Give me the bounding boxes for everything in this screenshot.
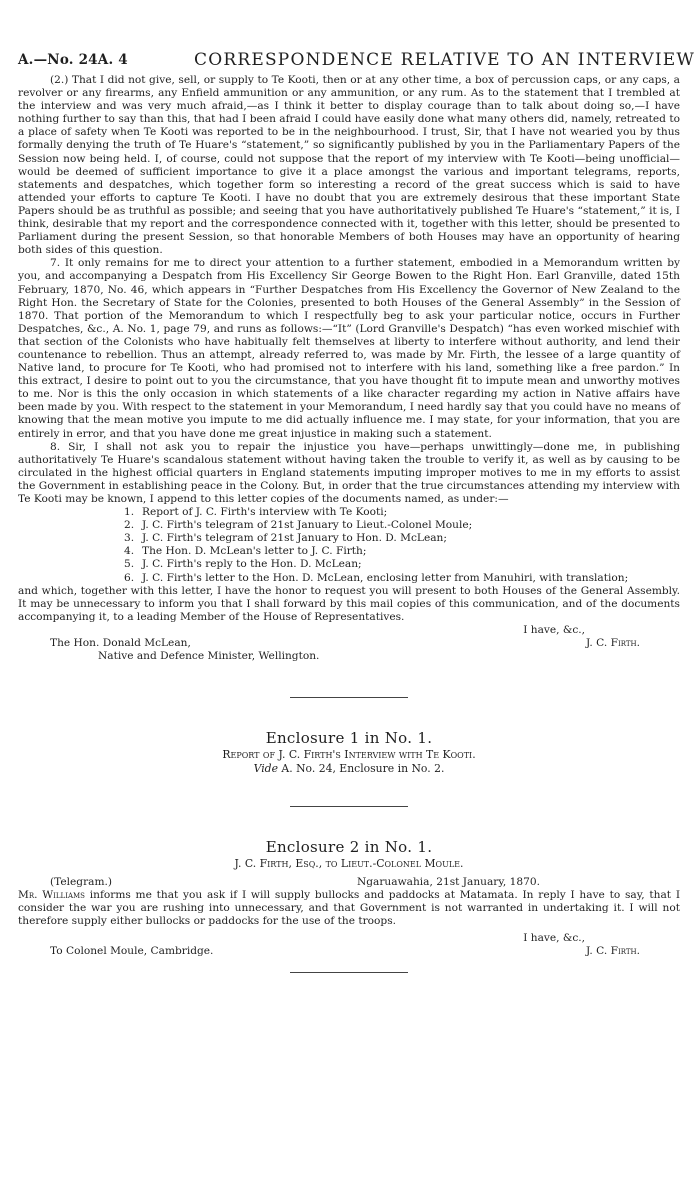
divider-rule — [290, 972, 408, 973]
sign-off: I have, &c., — [523, 932, 585, 945]
paragraph-7: 7. It only remains for me to direct your attention to a further statement, embodied in a Memorandum written by you, and accompanying a Despatch from His Excellency Sir George Bowen to the Right Hon. Earl Granville, dated 15th February, 1870, No. 46, which appears in “Further Despatches from His Excellency the Governor of New Zealand to the Right Hon. the Secretary of State for the Colonies, presented to both Houses of the General Assembly” in the Session of 1870. That portion of the Memorandum to which I respectfully beg to ask your particular notice, occurs in Further Despatches, &c., A. No. 1, page 79, and runs as follows:—“It” (Lord Granville's Despatch) “has even worked mischief with that section of the Colonists who have habitually felt themselves at liberty to interfere without authority, and lend their countenance to rebellion. Thus an attempt, already referred to, was made by Mr. Firth, the lessee of a large quantity of Native land, to procure for Te Kooti, who had promised not to interfere with his land, something like a free pardon.” In this extract, I desire to point out to you the circumstance, that you have thought fit to impute mean and unworthy motives to me. Nor is this the only occasion in which statements of a like character regarding my action in Native affairs have been made by you. With respect to the statement in your Memorandum, I need hardly say that you could have no means of knowing that the mean motive you impute to me did actually influence me. I may state, for your information, that you are entirely in error, and that you have done me great injustice in making such a statement. — [18, 257, 680, 440]
sign-off: I have, &c., — [523, 623, 585, 636]
list-item: 1. Report of J. C. Firth's interview with Te Kooti; — [124, 506, 388, 519]
list-item: 5. J. C. Firth's reply to the Hon. D. McLean; — [124, 558, 362, 571]
telegram-label: (Telegram.) — [50, 875, 113, 888]
enclosure-1-title: Enclosure 1 in No. 1. — [265, 729, 433, 748]
signature: J. C. Firth. — [585, 637, 640, 650]
enclosure-2-subtitle: J. C. Firth, Esq., to Lieut.-Colonel Moule. — [234, 856, 464, 870]
signature: J. C. Firth. — [585, 945, 640, 958]
enclosure-1-subtitle: Report of J. C. Firth's Interview with Te Kooti. — [222, 748, 476, 762]
place-date: Ngaruawahia, 21st January, 1870. — [357, 875, 540, 888]
paragraph-8: 8. Sir, I shall not ask you to repair the injustice you have—perhaps unwittingly—done me, in publishing authoritatively Te Huare's scandalous statement without having taken the trouble to verify it, as well as by causing to be circulated in the highest official quarters in England statements imputing improper motives to me in my efforts to assist the Government in establishing peace in the Colony. But, in order that the true circumstances attending my interview with Te Kooti may be known, I append to this letter copies of the documents named, as under:— — [18, 440, 680, 505]
divider-rule — [290, 806, 408, 807]
enclosure-2-title: Enclosure 2 in No. 1. — [265, 837, 433, 856]
running-title: CORRESPONDENCE RELATIVE TO AN INTERVIEW — [194, 50, 696, 70]
telegram-header-row — [18, 876, 680, 889]
addressee: The Hon. Donald McLean, — [50, 637, 191, 650]
appended-documents-list — [18, 506, 680, 585]
list-item: 4. The Hon. D. McLean's letter to J. C. Firth; — [124, 545, 367, 558]
divider-rule — [290, 697, 408, 698]
document-reference: A.—No. 24A. 4 — [18, 52, 128, 68]
addressee-role: Native and Defence Minister, Wellington. — [98, 650, 320, 663]
addressee-signature-row — [18, 945, 680, 958]
closing-paragraph: and which, together with this letter, I have the honor to request you will present to both Houses of the General Assembly. It may be unnecessary to inform you that I shall forward by this mail copies of this communication, and of the documents accompanying it, to a leading Member of the House of Representatives. — [18, 584, 680, 623]
list-item: 6. J. C. Firth's letter to the Hon. D. McLean, enclosing letter from Manuhiri, with translation; — [124, 571, 629, 584]
paragraph-2: (2.) That I did not give, sell, or supply to Te Kooti, then or at any other time, a box of percussion caps, or any caps, a revolver or any firearms, any Enfield ammunition or any ammunition, or any rum. As to the statement that I trembled at the interview and was very much afraid,—as I think it better to display courage than to talk about doing so,—I have nothing further to say than this, that had I been afraid I could have easily done what many others did, namely, retreated to a place of safety when Te Kooti was reported to be in the neighbourhood. I trust, Sir, that I have not wearied you by thus formally denying the truth of Te Huare's “statement,” so significantly published by you in the Parliamentary Papers of the Session now being held. I, of course, could not suppose that the report of my interview with Te Kooti—being unofficial—would be deemed of sufficient importance to give it a place amongst the various and important telegrams, reports, statements and despatches, which together form so interesting a record of the great success which is said to have attended your efforts to capture Te Kooti. I have no doubt that you are extremely desirous that these important State Papers should be as truthful as possible; and seeing that you have authoritatively published Te Huare's “statement,” it is, I think, desirable that my report and the correspondence connected with it, together with this letter, should be presented to Parliament during the present Session, so that honorable Members of both Houses may have an opportunity of hearing both sides of this question. — [18, 74, 680, 257]
list-item: 3. J. C. Firth's telegram of 21st January to Hon. D. McLean; — [124, 532, 447, 545]
document-body — [18, 74, 680, 973]
telegram-body: Mr. Williams informs me that you ask if I will supply bullocks and paddocks at Matamata. In reply I have to say, that I consider the war you are rushing into unnecessary, and that Government is not warranted in undertaking it. I will not therefore supply either bullocks or paddocks for the use of the troops. — [18, 888, 681, 927]
page-header — [18, 50, 696, 74]
addressee-signature-row — [18, 637, 680, 650]
list-item: 2. J. C. Firth's telegram of 21st January to Lieut.-Colonel Moule; — [124, 519, 473, 532]
enclosure-1-reference: Vide A. No. 24, Enclosure in No. 2. — [253, 762, 445, 776]
addressee: To Colonel Moule, Cambridge. — [50, 945, 214, 958]
